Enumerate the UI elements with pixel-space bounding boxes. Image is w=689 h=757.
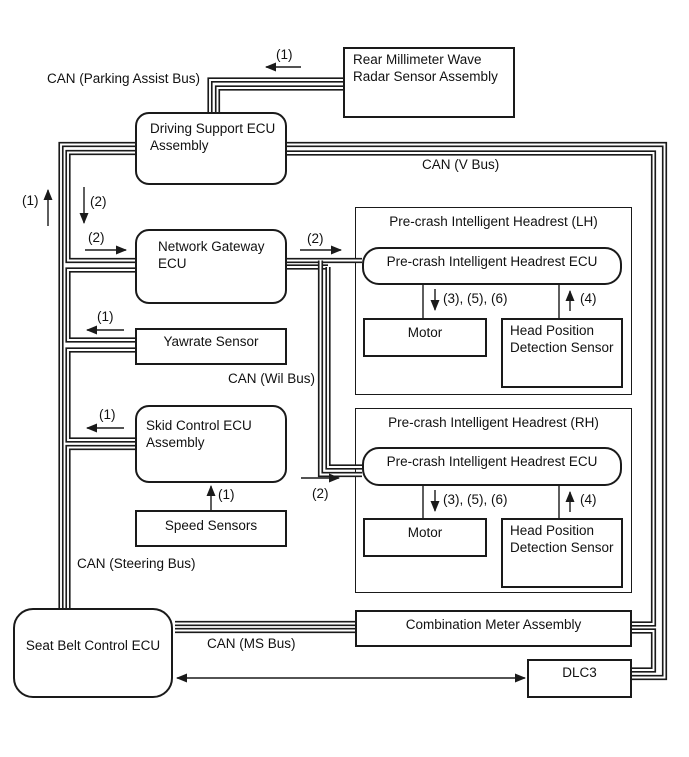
node-head-position-sensor-rh: Head Position Detection Sensor xyxy=(501,518,623,588)
node-network-gateway-ecu: Network Gateway ECU xyxy=(135,229,287,304)
node-head-position-sensor-lh: Head Position Detection Sensor xyxy=(501,318,623,388)
annotation-2-headrest-rh: (2) xyxy=(312,486,329,501)
node-motor-rh: Motor xyxy=(363,518,487,557)
bus-label-v-bus: CAN (V Bus) xyxy=(422,157,500,172)
annotation-1-radar: (1) xyxy=(276,47,293,62)
node-headrest-ecu-rh: Pre-crash Intelligent Headrest ECU xyxy=(362,447,622,486)
annotation-4-rh: (4) xyxy=(580,492,597,507)
node-seat-belt-control-ecu: Seat Belt Control ECU xyxy=(13,608,173,698)
node-combination-meter: Combination Meter Assembly xyxy=(355,610,632,647)
node-motor-lh: Motor xyxy=(363,318,487,357)
annotation-2-left-down: (2) xyxy=(90,194,107,209)
node-headrest-ecu-lh: Pre-crash Intelligent Headrest ECU xyxy=(362,247,622,285)
node-dlc3: DLC3 xyxy=(527,659,632,698)
annotation-1-speed: (1) xyxy=(218,487,235,502)
bus-label-wil-bus: CAN (Wil Bus) xyxy=(228,371,315,386)
headrest-rh-title: Pre-crash Intelligent Headrest (RH) xyxy=(388,415,599,430)
bus-label-steering-bus: CAN (Steering Bus) xyxy=(77,556,196,571)
annotation-356-lh: (3), (5), (6) xyxy=(443,291,508,306)
annotation-1-yawrate: (1) xyxy=(97,309,114,324)
annotation-2-gateway: (2) xyxy=(88,230,105,245)
headrest-lh-title: Pre-crash Intelligent Headrest (LH) xyxy=(389,214,598,229)
annotation-1-skid: (1) xyxy=(99,407,116,422)
node-rear-radar: Rear Millimeter Wave Radar Sensor Assembly xyxy=(343,47,515,118)
annotation-4-lh: (4) xyxy=(580,291,597,306)
annotation-2-headrest-lh: (2) xyxy=(307,231,324,246)
node-speed-sensors: Speed Sensors xyxy=(135,510,287,547)
bus-label-ms-bus: CAN (MS Bus) xyxy=(207,636,296,651)
node-driving-support-ecu: Driving Support ECU Assembly xyxy=(135,112,287,185)
node-yawrate-sensor: Yawrate Sensor xyxy=(135,328,287,365)
bus-label-parking-assist: CAN (Parking Assist Bus) xyxy=(47,71,201,86)
node-skid-control-ecu: Skid Control ECU Assembly xyxy=(135,405,287,483)
annotation-356-rh: (3), (5), (6) xyxy=(443,492,508,507)
annotation-1-left-up: (1) xyxy=(22,193,39,208)
